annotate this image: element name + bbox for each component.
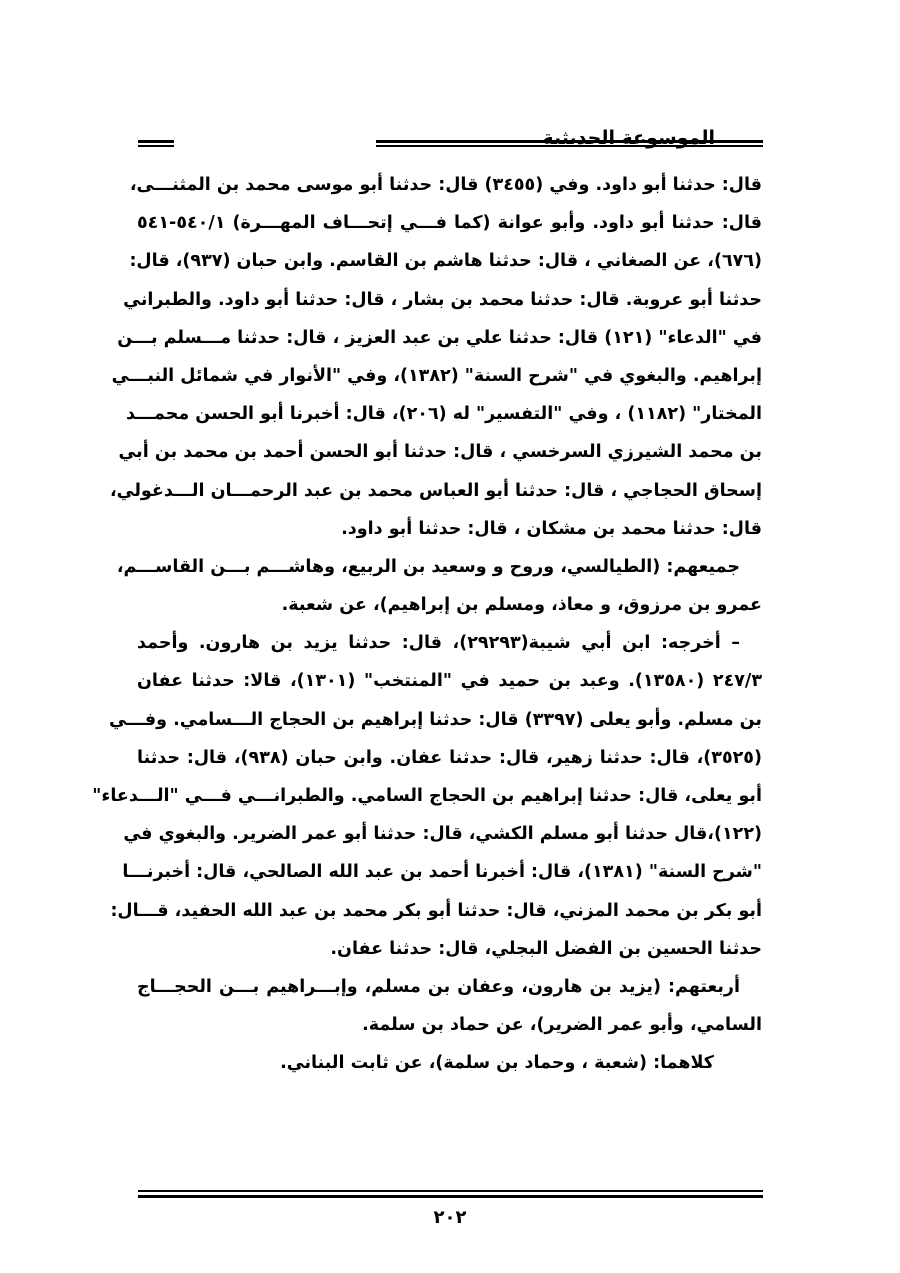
footer-rule — [138, 1190, 763, 1198]
text-line: (١٢٢)،قال حدثنا أبو مسلم الكشي، قال: حدثنا أبو عمر الضرير. والبغوي في — [123, 824, 762, 845]
text-line: قال: حدثنا محمد بن مشكان ، قال: حدثنا أبو داود. — [341, 518, 762, 539]
text-line: حدثنا أبو عروبة. قال: حدثنا محمد بن بشار ، قال: حدثنا أبو داود. والطبراني — [123, 289, 762, 310]
text-line: "شرح السنة" (١٣٨١)، قال: أخبرنا أحمد بن عبد الله الصالحي، قال: أخبرنـــا — [122, 862, 762, 883]
text-line: بن مسلم. وأبو يعلى (٣٣٩٧) قال: حدثنا إبراهيم بن الحجاج الـــسامي. وفـــي — [109, 709, 762, 730]
text-line: أبو يعلى، قال: حدثنا إبراهيم بن الحجاج السامي. والطبرانـــي فـــي "الـــدعاء" — [92, 786, 762, 806]
running-header — [138, 124, 763, 152]
text-line: قال: حدثنا أبو داود. وفي (٣٤٥٥) قال: حدثنا أبو موسى محمد بن المثنـــى، — [129, 175, 762, 195]
text-line: حدثنا الحسين بن الفضل البجلي، قال: حدثنا عفان. — [330, 938, 762, 959]
text-line: السامي، وأبو عمر الضرير)، عن حماد بن سلمة. — [362, 1015, 762, 1036]
text-line: ٢٤٧/٣ (١٣٥٨٠). وعبد بن حميد في "المنتخب" (١٣٠١)، قالا: حدثنا عفان — [137, 671, 763, 692]
text-line: قال: حدثنا أبو داود. وأبو عوانة (كما فـــي إتحـــاف المهـــرة) ٥٤٠/١-٥٤١ — [137, 213, 762, 234]
text-line: إسحاق الحجاجي ، قال: حدثنا أبو العباس محمد بن عبد الرحمـــان الـــدغولي، — [110, 480, 762, 501]
text-line: جميعهم: (الطيالسي، وروح و وسعيد بن الربيع، وهاشـــم بـــن القاســـم، — [116, 556, 740, 577]
text-line: أربعتهم: (يزيد بن هارون، وعفان بن مسلم، وإبـــراهيم بـــن الحجـــاج — [137, 976, 740, 997]
text-line: (٣٥٢٥)، قال: حدثنا زهير، قال: حدثنا عفان. وابن حبان (٩٣٨)، قال: حدثنا — [137, 747, 762, 768]
text-line: – أخرجه: ابن أبي شيبة(٢٩٢٩٣)، قال: حدثنا يزيد بن هارون. وأحمد — [137, 633, 741, 654]
paragraph — [110, 166, 762, 548]
text-line: في "الدعاء" (١٢١) قال: حدثنا علي بن عبد العزيز ، قال: حدثنا مـــسلم بـــن — [117, 327, 762, 348]
paragraph — [92, 624, 763, 968]
book-title: الموسوعة الحديثية — [542, 127, 715, 149]
text-line: كلاهما: (شعبة ، وحماد بن سلمة)، عن ثابت البناني. — [280, 1053, 714, 1074]
text-line: أبو بكر بن محمد المزني، قال: حدثنا أبو بكر محمد بن عبد الله الحفيد، قـــال: — [110, 900, 762, 921]
paragraph — [116, 548, 762, 624]
text-line: عمرو بن مرزوق، و معاذ، ومسلم بن إبراهيم)، عن شعبة. — [281, 595, 762, 616]
page-number: ٢٠٢ — [433, 1207, 467, 1228]
text-line: (٦٧٦)، عن الصغاني ، قال: حدثنا هاشم بن القاسم. وابن حبان (٩٣٧)، قال: — [129, 251, 762, 272]
page-body — [92, 166, 763, 1083]
paragraph — [137, 1044, 762, 1082]
paragraph — [137, 968, 762, 1044]
text-line: بن محمد الشيرزي السرخسي ، قال: حدثنا أبو الحسن أحمد بن محمد بن أبي — [118, 442, 762, 463]
text-line: إبراهيم. والبغوي في "شرح السنة" (١٣٨٢)، وفي "الأنوار في شمائل النبـــي — [111, 365, 762, 386]
header-rule-left — [138, 140, 174, 147]
text-line: المختار" (١١٨٢) ، وفي "التفسير" له (٢٠٦)، قال: أخبرنا أبو الحسن محمـــد — [125, 404, 762, 425]
